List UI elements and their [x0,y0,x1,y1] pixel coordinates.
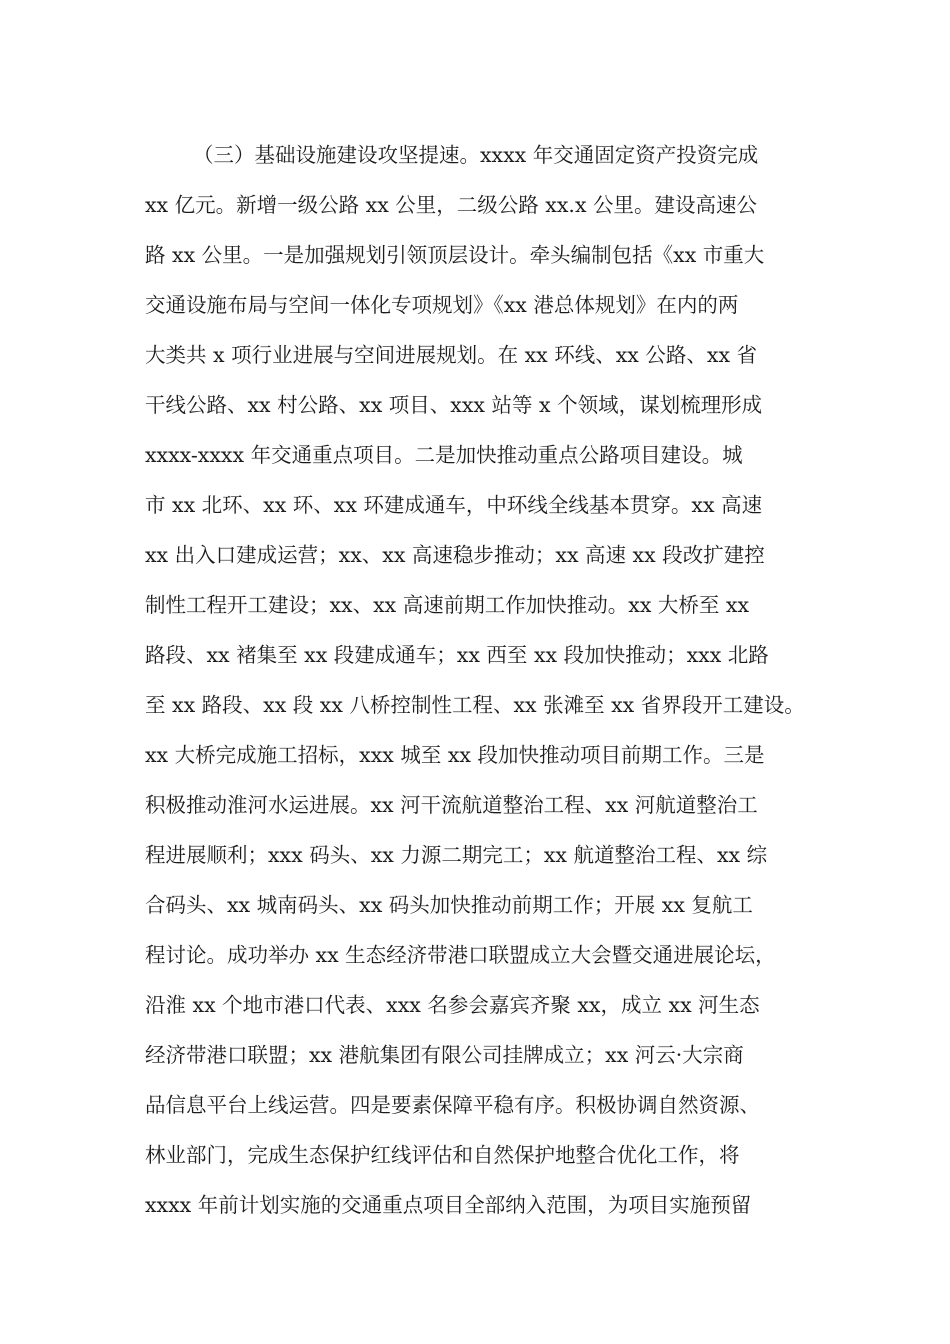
text-line: 合码头、xx 城南码头、xx 码头加快推动前期工作；开展 xx 复航工 [145,893,753,917]
text-line: 市 xx 北环、xx 环、xx 环建成通车，中环线全线基本贯穿。xx 高速 [145,493,763,517]
text-line: xx 大桥完成施工招标，xxx 城至 xx 段加快推动项目前期工作。三是 [145,743,765,767]
text-line: 路 xx 公里。一是加强规划引领顶层设计。牵头编制包括《xx 市重大 [145,243,765,267]
text-line: 路段、xx 褚集至 xx 段建成通车；xx 西至 xx 段加快推动；xxx 北路 [145,643,769,667]
text-line: xxxx 年前计划实施的交通重点项目全部纳入范围，为项目实施预留 [145,1193,752,1217]
text-line: 交通设施布局与空间一体化专项规划》《xx 港总体规划》在内的两 [145,293,739,317]
text-line: 至 xx 路段、xx 段 xx 八桥控制性工程、xx 张滩至 xx 省界段开工建设。 [145,693,805,717]
text-line: xx 亿元。新增一级公路 xx 公里，二级公路 xx.x 公里。建设高速公 [145,193,758,217]
text-line: （三）基础设施建设攻坚提速。xxxx 年交通固定资产投资完成 [193,143,759,167]
text-line: xxxx-xxxx 年交通重点项目。二是加快推动重点公路项目建设。城 [145,443,743,467]
text-line: xx 出入口建成运营；xx、xx 高速稳步推动；xx 高速 xx 段改扩建控 [145,543,765,567]
text-line: 经济带港口联盟；xx 港航集团有限公司挂牌成立；xx 河云·大宗商 [145,1043,744,1067]
text-line: 林业部门，完成生态保护红线评估和自然保护地整合优化工作，将 [145,1143,740,1167]
text-line: 大类共 x 项行业进展与空间进展规划。在 xx 环线、xx 公路、xx 省 [145,343,758,367]
text-line: 品信息平台上线运营。四是要素保障平稳有序。积极协调自然资源、 [145,1093,760,1117]
text-line: 程讨论。成功举办 xx 生态经济带港口联盟成立大会暨交通进展论坛， [145,943,776,967]
text-line: 程进展顺利；xxx 码头、xx 力源二期完工；xx 航道整治工程、xx 综 [145,843,768,867]
text-line: 干线公路、xx 村公路、xx 项目、xxx 站等 x 个领域，谋划梳理形成 [145,393,763,417]
text-line: 积极推动淮河水运进展。xx 河干流航道整治工程、xx 河航道整治工 [145,793,758,817]
text-line: 沿淮 xx 个地市港口代表、xxx 名参会嘉宾齐聚 xx，成立 xx 河生态 [145,993,760,1017]
text-line: 制性工程开工建设；xx、xx 高速前期工作加快推动。xx 大桥至 xx [145,593,750,617]
